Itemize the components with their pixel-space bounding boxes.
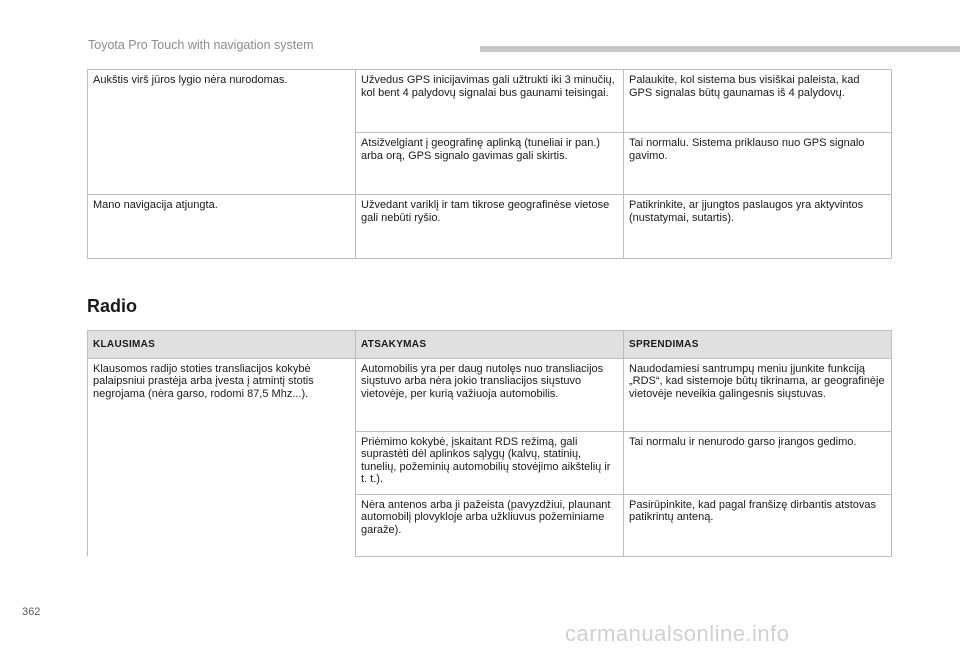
answer-cell: Automobilis yra per daug nutolęs nuo transliacijos siųstuvo arba nėra jokio transliacijos siųstuvo vietovėje, per kurią važiuoja automobilis. bbox=[356, 358, 624, 431]
solution-cell: Naudodamiesi santrumpų meniu įjunkite funkciją „RDS“, kad sistemoje būtų tikrinama, ar geografinėje vietovėje neveikia galingesnis siųstuvas. bbox=[624, 358, 892, 431]
solution-cell: Patikrinkite, ar įjungtos paslaugos yra aktyvintos (nustatymai, sutartis). bbox=[624, 195, 892, 259]
table-row bbox=[88, 358, 892, 431]
answer-cell: Užvedant variklį ir tam tikrose geografinėse vietose gali nebūti ryšio. bbox=[356, 195, 624, 259]
header-bar bbox=[480, 46, 960, 52]
table-row bbox=[88, 195, 892, 259]
radio-faq-table bbox=[87, 330, 892, 557]
column-header-answer: ATSAKYMAS bbox=[356, 331, 624, 359]
page-header-title: Toyota Pro Touch with navigation system bbox=[88, 38, 314, 52]
solution-cell: Tai normalu. Sistema priklauso nuo GPS signalo gavimo. bbox=[624, 133, 892, 195]
page-number: 362 bbox=[22, 606, 41, 618]
answer-cell: Nėra antenos arba ji pažeista (pavyzdžiui, plaunant automobilį plovykloje arba užkliuvus požeminiame garaže). bbox=[356, 494, 624, 556]
question-cell: Mano navigacija atjungta. bbox=[88, 195, 356, 259]
table-row bbox=[88, 70, 892, 133]
solution-cell: Pasirūpinkite, kad pagal franšizę dirbantis atstovas patikrintų anteną. bbox=[624, 494, 892, 556]
answer-cell: Užvedus GPS inicijavimas gali užtrukti iki 3 minučių, kol bent 4 palydovų signalai bus gaunami teisingai. bbox=[356, 70, 624, 133]
question-cell: Aukštis virš jūros lygio nėra nurodomas. bbox=[88, 70, 356, 195]
solution-cell: Palaukite, kol sistema bus visiškai paleista, kad GPS signalas būtų gaunamas iš 4 palydovų. bbox=[624, 70, 892, 133]
solution-cell: Tai normalu ir nenurodo garso įrangos gedimo. bbox=[624, 431, 892, 494]
column-header-question: KLAUSIMAS bbox=[88, 331, 356, 359]
answer-cell: Atsižvelgiant į geografinę aplinką (tuneliai ir pan.) arba orą, GPS signalo gavimas gali skirtis. bbox=[356, 133, 624, 195]
question-cell: Klausomos radijo stoties transliacijos kokybė palaipsniui prastėja arba įvesta į atmintį stotis negrojama (nėra garso, rodomi 87,5 Mhz...). bbox=[88, 358, 356, 556]
column-header-solution: SPRENDIMAS bbox=[624, 331, 892, 359]
section-title-radio: Radio bbox=[87, 296, 138, 316]
answer-cell: Priėmimo kokybė, įskaitant RDS režimą, gali suprastėti dėl aplinkos sąlygų (kalvų, statinių, tunelių, požeminių automobilių stovėjimo aikštelių ir t. t.). bbox=[356, 431, 624, 494]
watermark: carmanualsonline.info bbox=[565, 621, 790, 646]
gps-faq-table bbox=[87, 69, 892, 259]
table-header-row bbox=[88, 331, 892, 359]
